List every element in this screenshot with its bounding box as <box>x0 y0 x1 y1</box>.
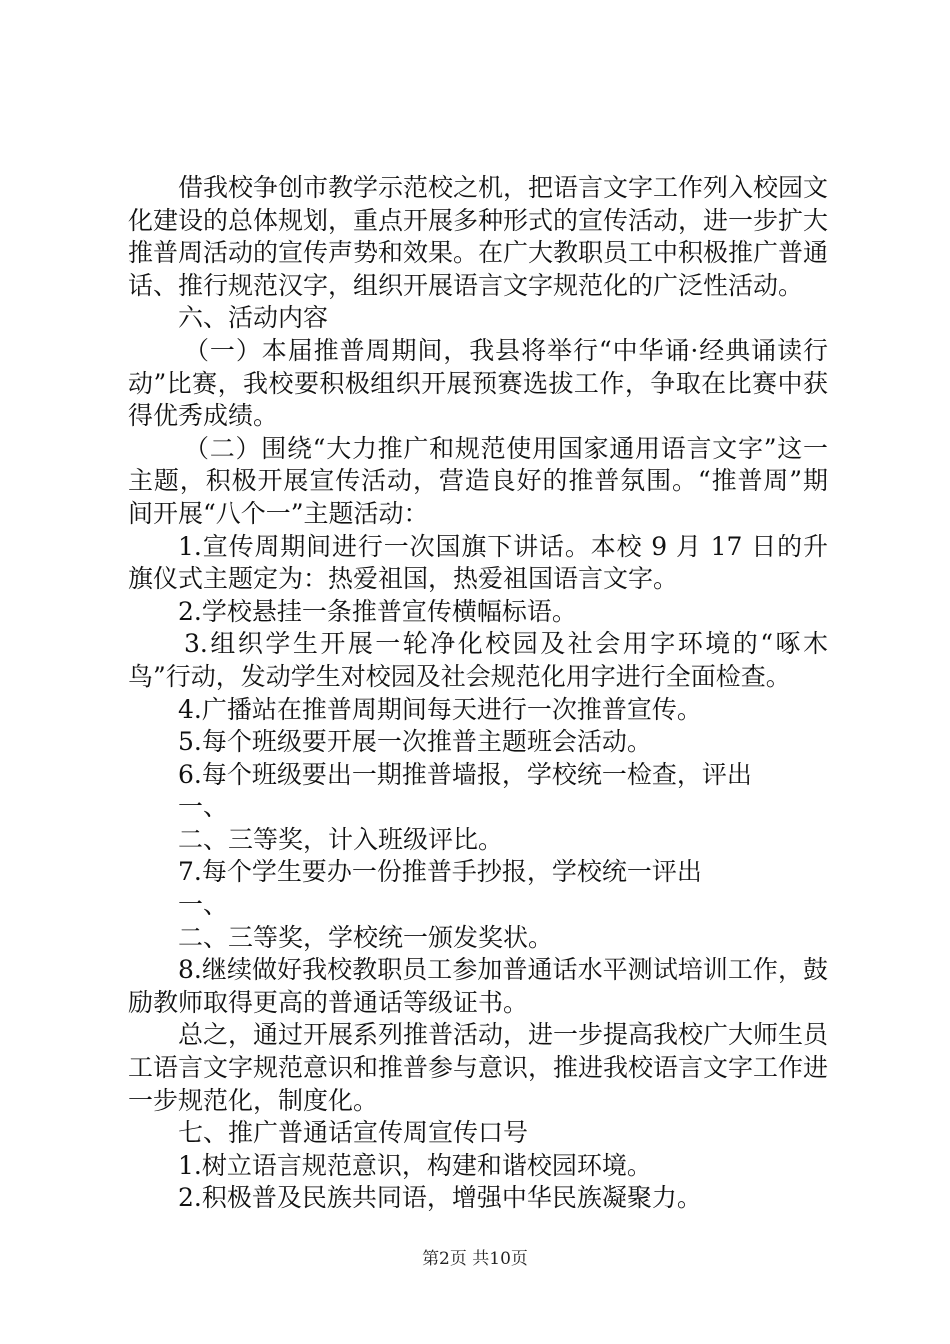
slogan-2: 2.积极普及民族共同语，增强中华民族凝聚力。 <box>178 1183 702 1213</box>
list-item-6: 6.每个班级要出一期推普墙报，学校统一检查，评出 <box>178 759 752 789</box>
list-item-8: 8.继续做好我校教职员工参加普通话水平测试培训工作，鼓励教师取得更高的普通话等级证书。 <box>128 955 828 1017</box>
list-item-4: 4.广播站在推普周期间每天进行一次推普宣传。 <box>178 694 702 724</box>
paragraph-intro: 借我校争创市教学示范校之机，把语言文字工作列入校园文化建设的总体规划，重点开展多种形式的宣传活动，进一步扩大推普周活动的宣传声势和效果。在广大教职员工中积极推广普通话、推行规范汉字，组织开展语言文字规范化的广泛性活动。 <box>128 173 829 300</box>
heading-activity-content: 六、活动内容 <box>178 303 329 333</box>
paragraph-summary: 总之，通过开展系列推普活动，进一步提高我校广大师生员工语言文字规范意识和推普参与意识，推进我校语言文字工作进一步规范化，制度化。 <box>128 1020 829 1115</box>
heading-slogans: 七、推广普通话宣传周宣传口号 <box>178 1118 529 1148</box>
list-item-6-award-first: 一、 <box>178 792 229 822</box>
document-body <box>128 172 828 1215</box>
list-item-5: 5.每个班级要开展一次推普主题班会活动。 <box>178 727 652 757</box>
list-item-7: 7.每个学生要办一份推普手抄报，学校统一评出 <box>178 857 702 887</box>
page-footer: 第2页 共10页 <box>422 1249 528 1269</box>
list-item-1: 1.宣传周期间进行一次国旗下讲话。本校 9 月 17 日的升旗仪式主题定为：热爱祖国，热爱祖国语言文字。 <box>128 531 828 594</box>
list-item-3: 3.组织学生开展一轮净化校园及社会用字环境的“啄木鸟”行动，发动学生对校园及社会规范化用字进行全面检查。 <box>128 629 828 691</box>
slogan-1: 1.树立语言规范意识，构建和谐校园环境。 <box>178 1150 652 1180</box>
list-item-2: 2.学校悬挂一条推普宣传横幅标语。 <box>178 596 577 626</box>
list-item-7-award-rest: 二、三等奖，学校统一颁发奖状。 <box>178 922 554 952</box>
list-item-7-award-first: 一、 <box>178 890 229 920</box>
paragraph-item-one: （一）本届推普周期间，我县将举行“中华诵·经典诵读行动”比赛，我校要积极组织开展预赛选拔工作，争取在比赛中获得优秀成绩。 <box>128 335 828 431</box>
paragraph-item-two: （二）围绕“大力推广和规范使用国家通用语言文字”这一主题，积极开展宣传活动，营造良好的推普氛围。“推普周”期间开展“八个一”主题活动： <box>128 433 828 528</box>
list-item-6-award-rest: 二、三等奖，计入班级评比。 <box>178 824 504 854</box>
